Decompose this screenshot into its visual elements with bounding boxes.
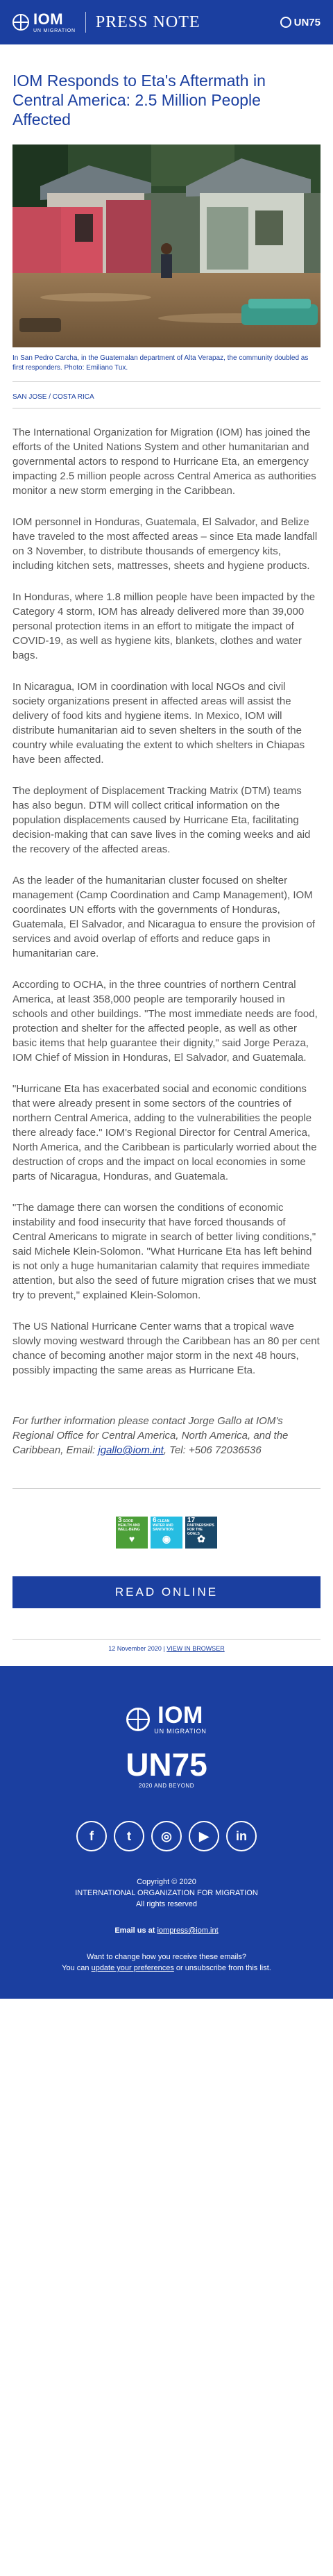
article-paragraph: IOM personnel in Honduras, Guatemala, El Salvador, and Belize have traveled to the most affected areas – since Eta made landfall on 3 November, to distribute thousands of emergency kits, including kitchen sets, mattresses, sheets and hygiene products.: [12, 516, 318, 572]
read-online-button[interactable]: READ ONLINE: [12, 1576, 321, 1608]
email-footer: [0, 1666, 333, 1999]
divider: [12, 1488, 321, 1489]
sdg-3-icon[interactable]: 3 GOOD HEALTH AND WELL-BEING ♥: [116, 1517, 148, 1549]
facebook-icon[interactable]: f: [76, 1821, 107, 1851]
section-title: PRESS NOTE: [95, 13, 200, 31]
divider: [12, 1639, 321, 1640]
photo-caption: In San Pedro Carcha, in the Guatemalan department of Alta Verapaz, the community doubled as first responders. Photo: Emiliano Tux.: [12, 354, 321, 382]
contact-email-link[interactable]: jgallo@iom.int: [98, 1444, 164, 1456]
logo-org-short: IOM: [33, 10, 64, 28]
footer-un75-logo: UN75 2020 AND BEYOND: [126, 1747, 207, 1789]
article-title: IOM Responds to Eta's Aftermath in Central America: 2.5 Million People Affected: [12, 72, 266, 129]
globe-icon: [12, 14, 29, 31]
article-paragraph: In Honduras, where 1.8 million people have been impacted by the Category 4 storm, IOM has already delivered more than 39,000 personal protection items in an effort to mitigate the impact of COVID-19, as well as hygiene kits, blankets, clothes and water bags.: [12, 591, 316, 661]
footer-email-line: Email us at iompress@iom.int: [114, 1926, 219, 1935]
article-paragraph: According to OCHA, in the three countries of northern Central America, at least 358,000 people are temporarily housed in schools and other buildings. "The most immediate needs are food, protection and shelter for the affected people, as well as other basic items that help guarantee their dignity," said Jorge Peraza, IOM Chief of Mission in Honduras, El Salvador, and Guatemala.: [12, 979, 318, 1064]
article-photo: [12, 145, 321, 347]
article-paragraph: As the leader of the humanitarian cluster focused on shelter management (Camp Coordination and Camp Management), IOM coordinates UN efforts with the governments of Honduras, Guatemala, El Salvador, and Nicaragua to ensure the provision of services and avoid overlap of efforts and reduce gaps in humanitarian care.: [12, 875, 316, 959]
preferences-text: Want to change how you receive these emails? You can update your preferences or unsubscribe from this list.: [62, 1953, 271, 1972]
twitter-icon[interactable]: t: [114, 1821, 144, 1851]
press-email-link[interactable]: iompress@iom.int: [157, 1926, 219, 1935]
un-emblem-icon: [280, 17, 291, 28]
contact-info: For further information please contact Jorge Gallo at IOM's Regional Office for Central America, North America, and the Caribbean, Email: jgallo@iom.int, Tel: +506 72036536: [12, 1415, 289, 1456]
send-date: 12 November 2020: [108, 1645, 162, 1652]
un75-logo: UN75: [280, 17, 321, 28]
article-paragraph: The US National Hurricane Center warns that a tropical wave slowly moving westward through the Caribbean has an 80 per cent chance of becoming another major storm in the next 48 hours, possibly impacting the same areas as Hurricane Eta.: [12, 1321, 320, 1376]
header-divider: [85, 12, 86, 33]
article-paragraph: "The damage there can worsen the conditions of economic instability and food insecurity that have forced thousands of Central Americans to migrate in search of better living conditions," said Michele Klein-Solomon. "What Hurricane Eta has left behind is not only a huge humanitarian calamity that requires immediate attention, but also the seed of future migration crises that we must try to prevent," explained Klein-Solomon.: [12, 1202, 316, 1301]
dateline: SAN JOSE / COSTA RICA: [12, 393, 321, 408]
email-header: [0, 0, 333, 44]
instagram-icon[interactable]: ◎: [151, 1821, 182, 1851]
article-paragraph: The deployment of Displacement Tracking Matrix (DTM) teams has also begun. DTM will collect critical information on the population displacements caused by Hurricane Eta, facilitating decision-making that can save lives in the coming weeks and aid the recovery of the affected areas.: [12, 785, 311, 855]
iom-logo[interactable]: [12, 12, 76, 33]
globe-icon: [126, 1708, 150, 1731]
article: [0, 44, 333, 1652]
sdg-icons: [12, 1517, 321, 1549]
linkedin-icon[interactable]: in: [226, 1821, 257, 1851]
logo-org-name: UN MIGRATION: [33, 28, 76, 33]
article-paragraph: The International Organization for Migration (IOM) has joined the efforts of the United Nations System and other humanitarian and governmental actors to respond to Hurricane Eta, an emergency impacting 2.5 million people across Central America as authorities monitor a new storm emerging in the Caribbean.: [12, 427, 316, 497]
view-in-browser-link[interactable]: VIEW IN BROWSER: [166, 1645, 225, 1652]
sdg-17-icon[interactable]: 17 PARTNERSHIPS FOR THE GOALS ✿: [185, 1517, 217, 1549]
footer-iom-logo[interactable]: IOM UN MIGRATION: [126, 1703, 206, 1735]
youtube-icon[interactable]: ▶: [189, 1821, 219, 1851]
article-paragraph: "Hurricane Eta has exacerbated social and economic conditions that were already present in some sectors of the countries of northern Central America, adding to the vulnerabilities the people there already face." IOM's Regional Director for Central America, North America, and the Caribbean is particularly worried about the destruction of crops and the impact on local economies in some parts of Nicaragua, Honduras, and Guatemala.: [12, 1083, 317, 1182]
send-date-line: 12 November 2020 | VIEW IN BROWSER: [108, 1645, 225, 1652]
social-links: [0, 1821, 333, 1851]
update-preferences-link[interactable]: update your preferences: [91, 1964, 174, 1972]
article-paragraph: In Nicaragua, IOM in coordination with local NGOs and civil society organizations present in affected areas will assist the delivery of food kits and hygiene items. In Mexico, IOM will distribute humanitarian aid to seven shelters in the south of the country while evaluating the extent to which shelters in Chiapas have been affected.: [12, 681, 305, 766]
copyright: Copyright © 2020 INTERNATIONAL ORGANIZATION FOR MIGRATION All rights reserved: [75, 1878, 258, 1908]
sdg-6-icon[interactable]: 6 CLEAN WATER AND SANITATION ◉: [151, 1517, 182, 1549]
